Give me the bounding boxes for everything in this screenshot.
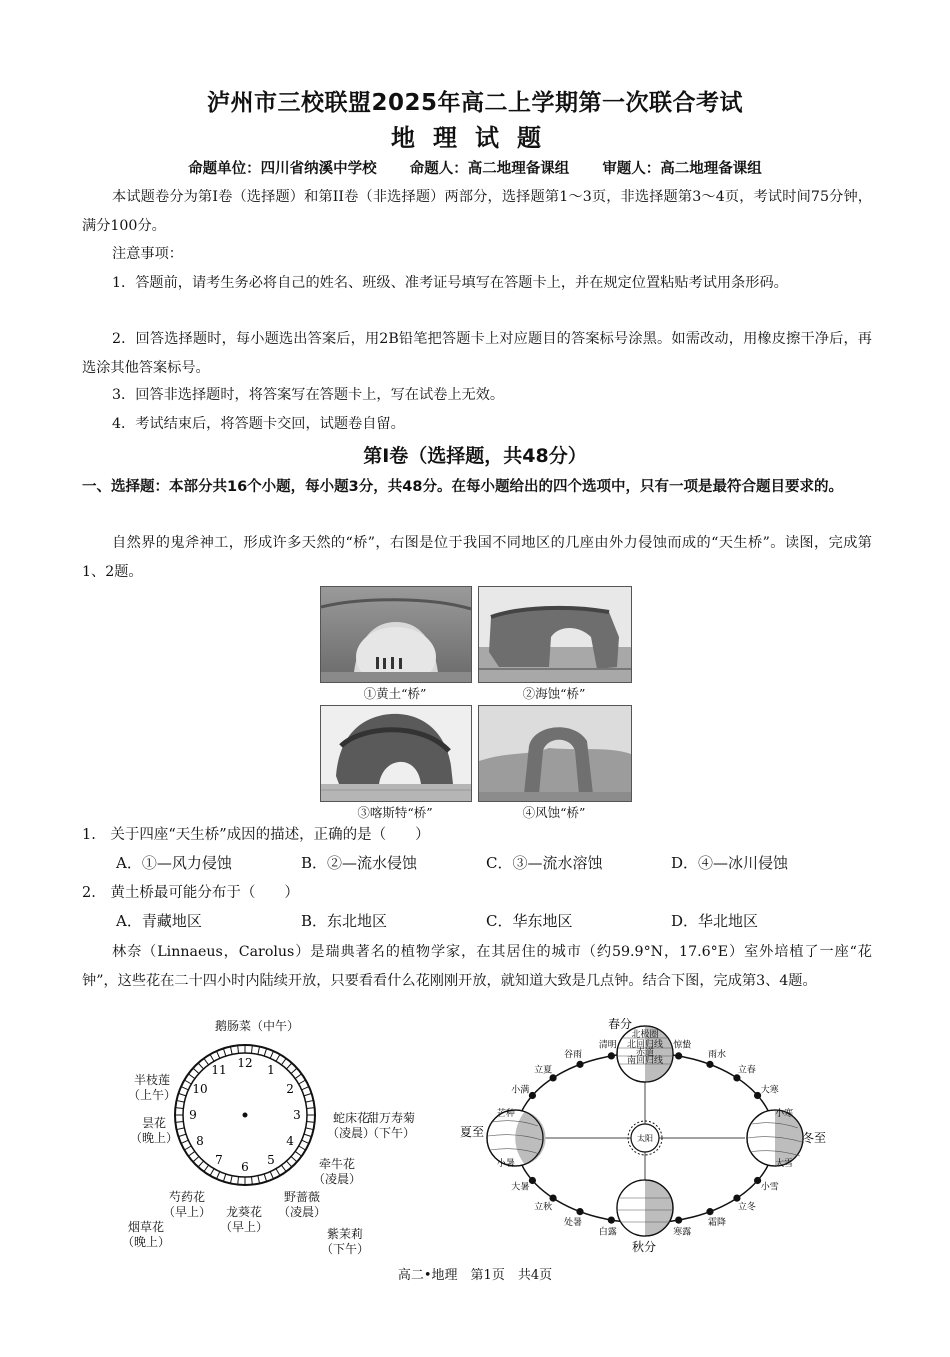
solar-term-label: 大暑 (511, 1182, 530, 1193)
clock-tick (302, 1140, 309, 1143)
note-item: 2．回答选择题时，每小题选出答案后，用2B铅笔把答题卡上对应题目的答案标号涂黑。如需改动，用橡皮擦干净后，再选涂其他答案标号。 (82, 331, 872, 376)
solar-term-label: 芒种 (496, 1108, 515, 1119)
orbit-dot (576, 1208, 583, 1215)
solar-term-label: 雨水 (707, 1049, 727, 1060)
photo-caption: ③喀斯特“桥” (357, 805, 433, 820)
clock-tick (223, 1174, 225, 1182)
clock-tick (304, 1093, 312, 1095)
unit: 命题单位：四川省纳溪中学校 (188, 161, 377, 177)
orbit-dot (675, 1217, 682, 1224)
clock-number: 12 (237, 1056, 253, 1070)
solar-term-label: 小寒 (775, 1108, 794, 1119)
option: A．①—风力侵蚀 (116, 854, 232, 872)
season-winter: 冬至 (802, 1131, 827, 1145)
solar-term-label: 大寒 (760, 1085, 779, 1096)
clock-tick (193, 1068, 199, 1073)
svg-text:北回归线: 北回归线 (626, 1040, 664, 1050)
globe-autumn (617, 1180, 673, 1236)
solar-term-label: 小雪 (760, 1182, 779, 1193)
flower-label: 昙花 （晚上） (130, 1116, 179, 1145)
flower-label: 野蔷薇 （凌晨） (278, 1190, 327, 1219)
clock-tick (178, 1093, 186, 1095)
clock-tick (188, 1151, 194, 1156)
clock-tick (210, 1169, 214, 1176)
clock-number: 1 (267, 1062, 275, 1077)
solar-term-label: 立冬 (737, 1202, 756, 1213)
intro-text: 本试题卷分为第I卷（选择题）和第II卷（非选择题）两部分，选择题第1～3页，非选择题第3～4页，考试时间75分钟，满分100分。 (82, 189, 872, 234)
photo-caption: ①黄土“桥” (363, 686, 427, 701)
orbit-dot (706, 1061, 713, 1068)
orbit-dot (549, 1195, 556, 1202)
passage-flower-clock: 林奈（Linnaeus，Carolus）是瑞典著名的植物学家，在其居住的城市（约59.9°N，17.6°E）室外培植了一座“花钟”，这些花在二十四小时内陆续开放，只要看看什么花刚刚开放，就知道大致是几点钟。结合下图，完成第3、4题。 (82, 944, 872, 989)
earth-orbit-figure (450, 1018, 840, 1255)
clock-tick (295, 1151, 301, 1156)
clock-number: 7 (215, 1153, 223, 1168)
clock-tick (281, 1058, 286, 1064)
subject-title: 地理试题 (391, 124, 559, 152)
author: 命题人：高二地理备课组 (409, 161, 570, 177)
clock-tick (276, 1054, 280, 1061)
orbit-dot (733, 1195, 740, 1202)
season-spring: 春分 (608, 1018, 633, 1031)
clock-tick (181, 1087, 188, 1090)
solar-term-label: 惊蛰 (673, 1040, 692, 1051)
clock-tick (193, 1156, 199, 1161)
clock-number: 4 (286, 1134, 294, 1148)
clock-number: 10 (192, 1082, 208, 1096)
solar-term-label: 小暑 (496, 1159, 515, 1170)
clock-tick (230, 1047, 232, 1055)
photo-caption: ④风蚀“桥” (522, 805, 586, 820)
clock-number: 9 (189, 1108, 197, 1122)
karst-bridge-photo (320, 705, 472, 802)
question-stem: 2. 黄土桥最可能分布于（ ） (82, 885, 299, 901)
photo-caption: ②海蚀“桥” (522, 686, 586, 701)
option: B．②—流水侵蚀 (301, 854, 418, 872)
note-item: 3．回答非选择题时，将答案写在答题卡上，写在试卷上无效。 (112, 387, 505, 403)
orbit-dot (608, 1052, 615, 1059)
flower-label: 鹅肠菜（中午） (215, 1019, 300, 1033)
solar-term-label: 立夏 (534, 1065, 553, 1076)
option: D．④—冰川侵蚀 (671, 854, 789, 872)
clock-tick (286, 1161, 291, 1167)
flower-label: 龙葵花 （早上） (220, 1205, 269, 1234)
clock-tick (258, 1047, 260, 1055)
clock-number: 8 (196, 1134, 204, 1148)
svg-text:南回归线: 南回归线 (626, 1056, 664, 1066)
solar-term-label: 大雪 (775, 1159, 794, 1170)
svg-text:北极圈: 北极圈 (631, 1030, 659, 1040)
clock-tick (177, 1100, 185, 1102)
flower-clock-figure (170, 1040, 320, 1190)
orbit-dot (608, 1217, 615, 1224)
flower-label: 半枝莲 （上午） (128, 1073, 177, 1102)
solar-term-label: 白露 (598, 1227, 617, 1238)
solar-term-label: 清明 (598, 1040, 617, 1051)
clock-tick (276, 1169, 280, 1176)
solar-term-label: 霜降 (707, 1218, 727, 1229)
clock-tick (184, 1080, 191, 1084)
page-footer: 高二•地理 第1页 共4页 (397, 1268, 553, 1283)
orbit-dot (706, 1208, 713, 1215)
flower-label: 芍药花 （早上） (163, 1190, 212, 1219)
clock-tick (210, 1054, 214, 1061)
option: D．华北地区 (671, 912, 759, 930)
section-title: 第I卷（选择题，共48分） (363, 445, 587, 467)
flower-label: 蛇床花 （凌晨） (327, 1111, 376, 1140)
solar-term-label: 谷雨 (563, 1049, 583, 1060)
clock-tick (238, 1177, 239, 1185)
question-options (116, 910, 876, 931)
clock-number: 5 (267, 1153, 275, 1168)
clock-tick (281, 1165, 286, 1171)
clock-number: 11 (211, 1062, 227, 1077)
clock-tick (251, 1045, 252, 1053)
clock-number: 2 (286, 1082, 294, 1096)
wind-arch-photo (478, 705, 632, 802)
clock-tick (238, 1045, 239, 1053)
clock-tick (198, 1063, 203, 1069)
question-stem: 1. 关于四座“天生桥”成因的描述，正确的是（ ） (82, 827, 430, 843)
option: C．③—流水溶蚀 (486, 854, 603, 872)
clock-tick (181, 1140, 188, 1143)
clock-tick (270, 1172, 273, 1179)
notes-heading: 注意事项： (112, 246, 183, 262)
clock-tick (291, 1068, 297, 1073)
loess-bridge-photo (320, 586, 472, 683)
option: B．东北地区 (301, 912, 388, 930)
flower-label: 牵牛花 （凌晨） (313, 1157, 362, 1186)
sea-arch-photo (478, 586, 632, 683)
solar-term-label: 寒露 (673, 1227, 692, 1238)
clock-tick (306, 1128, 314, 1130)
clock-tick (223, 1048, 225, 1056)
svg-text:赤道: 赤道 (635, 1048, 655, 1058)
exam-title: 泸州市三校联盟2025年高二上学期第一次联合考试 (206, 90, 743, 116)
clock-tick (198, 1161, 203, 1167)
clock-tick (304, 1134, 312, 1136)
orbit-dot (529, 1092, 536, 1099)
clock-number: 3 (293, 1108, 301, 1122)
clock-tick (264, 1048, 266, 1056)
season-summer: 夏至 (460, 1125, 485, 1139)
clock-tick (264, 1174, 266, 1182)
question-options (116, 852, 876, 873)
note-item: 4．考试结束后，将答题卡交回，试题卷自留。 (112, 416, 405, 432)
clock-tick (178, 1134, 186, 1136)
clock-tick (230, 1176, 232, 1184)
passage-bridges: 自然界的鬼斧神工，形成许多天然的“桥”，右图是位于我国不同地区的几座由外力侵蚀而成的“天生桥”。读图，完成第1、2题。 (82, 535, 872, 580)
season-autumn: 秋分 (632, 1240, 657, 1254)
solar-term-label: 处暑 (563, 1218, 583, 1229)
clock-tick (307, 1121, 315, 1122)
clock-tick (175, 1108, 183, 1109)
solar-term-label: 小满 (511, 1085, 530, 1096)
flower-label: 烟草花 （晚上） (122, 1220, 171, 1249)
flower-label: 紫茉莉 （下午） (321, 1227, 370, 1256)
note-item: 1．答题前，请考生务必将自己的姓名、班级、准考证号填写在答题卡上，并在规定位置粘贴考试用条形码。 (112, 275, 788, 291)
clock-tick (307, 1108, 315, 1109)
reviewer: 审题人：高二地理备课组 (602, 161, 762, 177)
clock-tick (251, 1177, 252, 1185)
option: A．青藏地区 (116, 912, 202, 930)
clock-tick (291, 1156, 297, 1161)
orbit-dot (675, 1052, 682, 1059)
clock-tick (204, 1058, 209, 1064)
sun-label: 太阳 (637, 1134, 653, 1143)
clock-tick (270, 1051, 273, 1058)
clock-tick (188, 1074, 194, 1079)
authors-line (0, 157, 950, 178)
clock-tick (306, 1100, 314, 1102)
clock-tick (295, 1074, 301, 1079)
clock-tick (184, 1146, 191, 1150)
globe-summer (487, 1110, 546, 1166)
clock-tick (204, 1165, 209, 1171)
option: C．华东地区 (486, 912, 573, 930)
clock-tick (299, 1146, 306, 1150)
clock-tick (217, 1172, 220, 1179)
section-instruction: 一、选择题：本部分共16个小题，每小题3分，共48分。在每小题给出的四个选项中，只有一项是最符合题目要求的。 (82, 479, 843, 495)
orbit-dot (529, 1177, 536, 1184)
orbit-dot (576, 1061, 583, 1068)
globe-spring (617, 1026, 673, 1082)
solar-term-label: 立秋 (534, 1202, 553, 1213)
clock-tick (302, 1087, 309, 1090)
clock-tick (258, 1176, 260, 1184)
clock-tick (299, 1080, 306, 1084)
flower-label: 甜万寿菊 （下午） (367, 1111, 416, 1140)
solar-term-label: 立春 (737, 1065, 756, 1076)
clock-tick (217, 1051, 220, 1058)
clock-number: 6 (241, 1160, 249, 1174)
clock-tick (286, 1063, 291, 1069)
